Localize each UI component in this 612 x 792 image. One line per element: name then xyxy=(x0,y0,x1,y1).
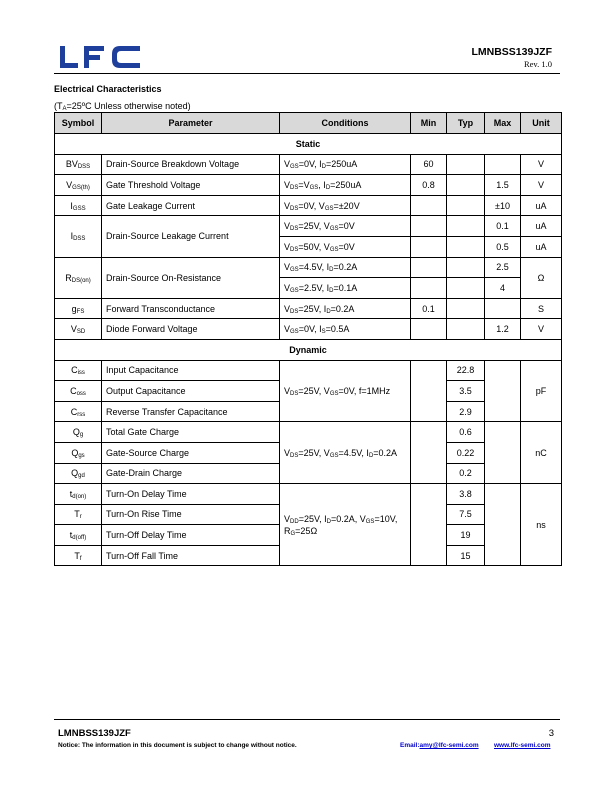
unit-cell: uA xyxy=(521,236,562,257)
parameter-cell: Reverse Transfer Capacitance xyxy=(102,401,280,422)
max-cell: 0.5 xyxy=(485,236,521,257)
footer-notice: Notice: The information in this document is subject to change without notice. xyxy=(58,742,297,749)
typ-cell: 22.8 xyxy=(447,360,485,381)
table-row xyxy=(55,175,562,196)
symbol-cell: $C_{rss}$ xyxy=(55,401,102,422)
header-part-number: LMNBSS139JZF xyxy=(471,46,552,58)
typ-cell xyxy=(447,154,485,175)
conditions-cell: $V_{GS}=0V$, $I_D=250uA$ xyxy=(280,154,411,175)
symbol-cell: $C_{oss}$ xyxy=(55,381,102,402)
max-cell xyxy=(485,298,521,319)
unit-cell: uA xyxy=(521,195,562,216)
lfc-logo xyxy=(58,44,142,70)
electrical-characteristics-table xyxy=(54,112,562,566)
min-cell xyxy=(411,278,447,299)
table-row xyxy=(55,298,562,319)
symbol-cell: $BV_{DSS}$ xyxy=(55,154,102,175)
table-header-row xyxy=(55,113,562,134)
table-row xyxy=(55,484,562,505)
min-cell xyxy=(411,236,447,257)
typ-cell: 0.22 xyxy=(447,442,485,463)
symbol-cell: $R_{DS(on)}$ xyxy=(55,257,102,298)
max-cell xyxy=(485,154,521,175)
group-row xyxy=(55,339,562,360)
max-cell: 1.5 xyxy=(485,175,521,196)
column-header: Max xyxy=(485,113,521,134)
conditions-cell: $V_{DS}=25V$, $V_{GS}=0V$ xyxy=(280,216,411,237)
parameter-cell: Turn-Off Fall Time xyxy=(102,545,280,566)
min-cell xyxy=(411,195,447,216)
unit-cell: ns xyxy=(521,484,562,566)
revision-label: Rev. 1.0 xyxy=(523,59,552,69)
unit-cell: uA xyxy=(521,216,562,237)
max-cell xyxy=(485,484,521,566)
min-cell xyxy=(411,360,447,422)
conditions-cell: $V_{DD}=25V$, $I_D=0.2A$, $V_{GS}=10V$, $R_G=25\Omega$ xyxy=(280,484,411,566)
unit-cell: S xyxy=(521,298,562,319)
symbol-cell: $V_{GS(th)}$ xyxy=(55,175,102,196)
typ-cell: 19 xyxy=(447,525,485,546)
section-note: ($T_A=25ºC$ Unless otherwise noted) xyxy=(54,101,191,112)
conditions-cell: $V_{GS}=0V$, $I_S=0.5A$ xyxy=(280,319,411,340)
unit-cell: pF xyxy=(521,360,562,422)
symbol-cell: $V_{SD}$ xyxy=(55,319,102,340)
symbol-cell: $C_{iss}$ xyxy=(55,360,102,381)
typ-cell: 2.9 xyxy=(447,401,485,422)
typ-cell: 15 xyxy=(447,545,485,566)
parameter-cell: Input Capacitance xyxy=(102,360,280,381)
symbol-cell: $T_f$ xyxy=(55,545,102,566)
max-cell: 2.5 xyxy=(485,257,521,278)
parameter-cell: Forward Transconductance xyxy=(102,298,280,319)
symbol-cell: $T_r$ xyxy=(55,504,102,525)
parameter-cell: Total Gate Charge xyxy=(102,422,280,443)
footer-part-number: LMNBSS139JZF xyxy=(58,728,131,739)
max-cell xyxy=(485,360,521,422)
parameter-cell: Turn-On Delay Time xyxy=(102,484,280,505)
typ-cell xyxy=(447,216,485,237)
min-cell: 60 xyxy=(411,154,447,175)
table-row xyxy=(55,422,562,443)
page-number: 3 xyxy=(548,728,554,739)
symbol-cell: $Q_{gd}$ xyxy=(55,463,102,484)
typ-cell: 0.6 xyxy=(447,422,485,443)
typ-cell xyxy=(447,298,485,319)
parameter-cell: Turn-On Rise Time xyxy=(102,504,280,525)
symbol-cell: $g_{FS}$ xyxy=(55,298,102,319)
typ-cell: 3.8 xyxy=(447,484,485,505)
conditions-cell: $V_{GS}=2.5V$, $I_D=0.1A$ xyxy=(280,278,411,299)
table-row xyxy=(55,216,562,237)
parameter-cell: Gate-Drain Charge xyxy=(102,463,280,484)
parameter-cell: Diode Forward Voltage xyxy=(102,319,280,340)
parameter-cell: Output Capacitance xyxy=(102,381,280,402)
parameter-cell: Gate-Source Charge xyxy=(102,442,280,463)
unit-cell: Ω xyxy=(521,257,562,298)
header-rule xyxy=(54,73,560,74)
typ-cell: 7.5 xyxy=(447,504,485,525)
max-cell: 4 xyxy=(485,278,521,299)
min-cell: 0.1 xyxy=(411,298,447,319)
conditions-cell: $V_{DS}=0V$, $V_{GS}=\pm 20V$ xyxy=(280,195,411,216)
column-header: Min xyxy=(411,113,447,134)
symbol-cell: $Q_{gs}$ xyxy=(55,442,102,463)
group-label: Static xyxy=(55,134,562,155)
unit-cell: nC xyxy=(521,422,562,484)
column-header: Conditions xyxy=(280,113,411,134)
footer-website-link[interactable]: www.lfc-semi.com xyxy=(494,742,551,749)
min-cell xyxy=(411,257,447,278)
parameter-cell: Drain-Source Leakage Current xyxy=(102,216,280,257)
min-cell xyxy=(411,216,447,237)
max-cell: ±10 xyxy=(485,195,521,216)
conditions-cell: $V_{DS}=25V$, $I_D=0.2A$ xyxy=(280,298,411,319)
max-cell: 1.2 xyxy=(485,319,521,340)
max-cell: 0.1 xyxy=(485,216,521,237)
table-row xyxy=(55,195,562,216)
column-header: Parameter xyxy=(102,113,280,134)
column-header: Typ xyxy=(447,113,485,134)
footer-rule xyxy=(54,719,560,720)
typ-cell xyxy=(447,257,485,278)
parameter-cell: Drain-Source Breakdown Voltage xyxy=(102,154,280,175)
conditions-cell: $V_{DS}=25V$, $V_{GS}=4.5V$, $I_D=0.2A$ xyxy=(280,422,411,484)
symbol-cell: $Q_g$ xyxy=(55,422,102,443)
parameter-cell: Gate Threshold Voltage xyxy=(102,175,280,196)
table-row xyxy=(55,154,562,175)
min-cell xyxy=(411,484,447,566)
typ-cell: 3.5 xyxy=(447,381,485,402)
typ-cell xyxy=(447,195,485,216)
unit-cell: V xyxy=(521,175,562,196)
footer-email[interactable]: Email:amy@lfc-semi.com xyxy=(400,742,479,749)
min-cell xyxy=(411,319,447,340)
typ-cell xyxy=(447,319,485,340)
symbol-cell: $t_{d(off)}$ xyxy=(55,525,102,546)
table-row xyxy=(55,360,562,381)
typ-cell xyxy=(447,236,485,257)
max-cell xyxy=(485,422,521,484)
typ-cell: 0.2 xyxy=(447,463,485,484)
conditions-cell: $V_{DS}=25V$, $V_{GS}=0V$, f=1MHz xyxy=(280,360,411,422)
group-label: Dynamic xyxy=(55,339,562,360)
section-title: Electrical Characteristics xyxy=(54,84,162,94)
min-cell: 0.8 xyxy=(411,175,447,196)
symbol-cell: $I_{GSS}$ xyxy=(55,195,102,216)
column-header: Unit xyxy=(521,113,562,134)
unit-cell: V xyxy=(521,154,562,175)
conditions-cell: $V_{DS}=V_{GS}$, $I_D=250uA$ xyxy=(280,175,411,196)
unit-cell: V xyxy=(521,319,562,340)
conditions-cell: $V_{DS}=50V$, $V_{GS}=0V$ xyxy=(280,236,411,257)
symbol-cell: $t_{d(on)}$ xyxy=(55,484,102,505)
typ-cell xyxy=(447,278,485,299)
table-row xyxy=(55,257,562,278)
group-row xyxy=(55,134,562,155)
symbol-cell: $I_{DSS}$ xyxy=(55,216,102,257)
parameter-cell: Gate Leakage Current xyxy=(102,195,280,216)
parameter-cell: Turn-Off Delay Time xyxy=(102,525,280,546)
table-row xyxy=(55,319,562,340)
typ-cell xyxy=(447,175,485,196)
min-cell xyxy=(411,422,447,484)
parameter-cell: Drain-Source On-Resistance xyxy=(102,257,280,298)
column-header: Symbol xyxy=(55,113,102,134)
conditions-cell: $V_{GS}=4.5V$, $I_D=0.2A$ xyxy=(280,257,411,278)
